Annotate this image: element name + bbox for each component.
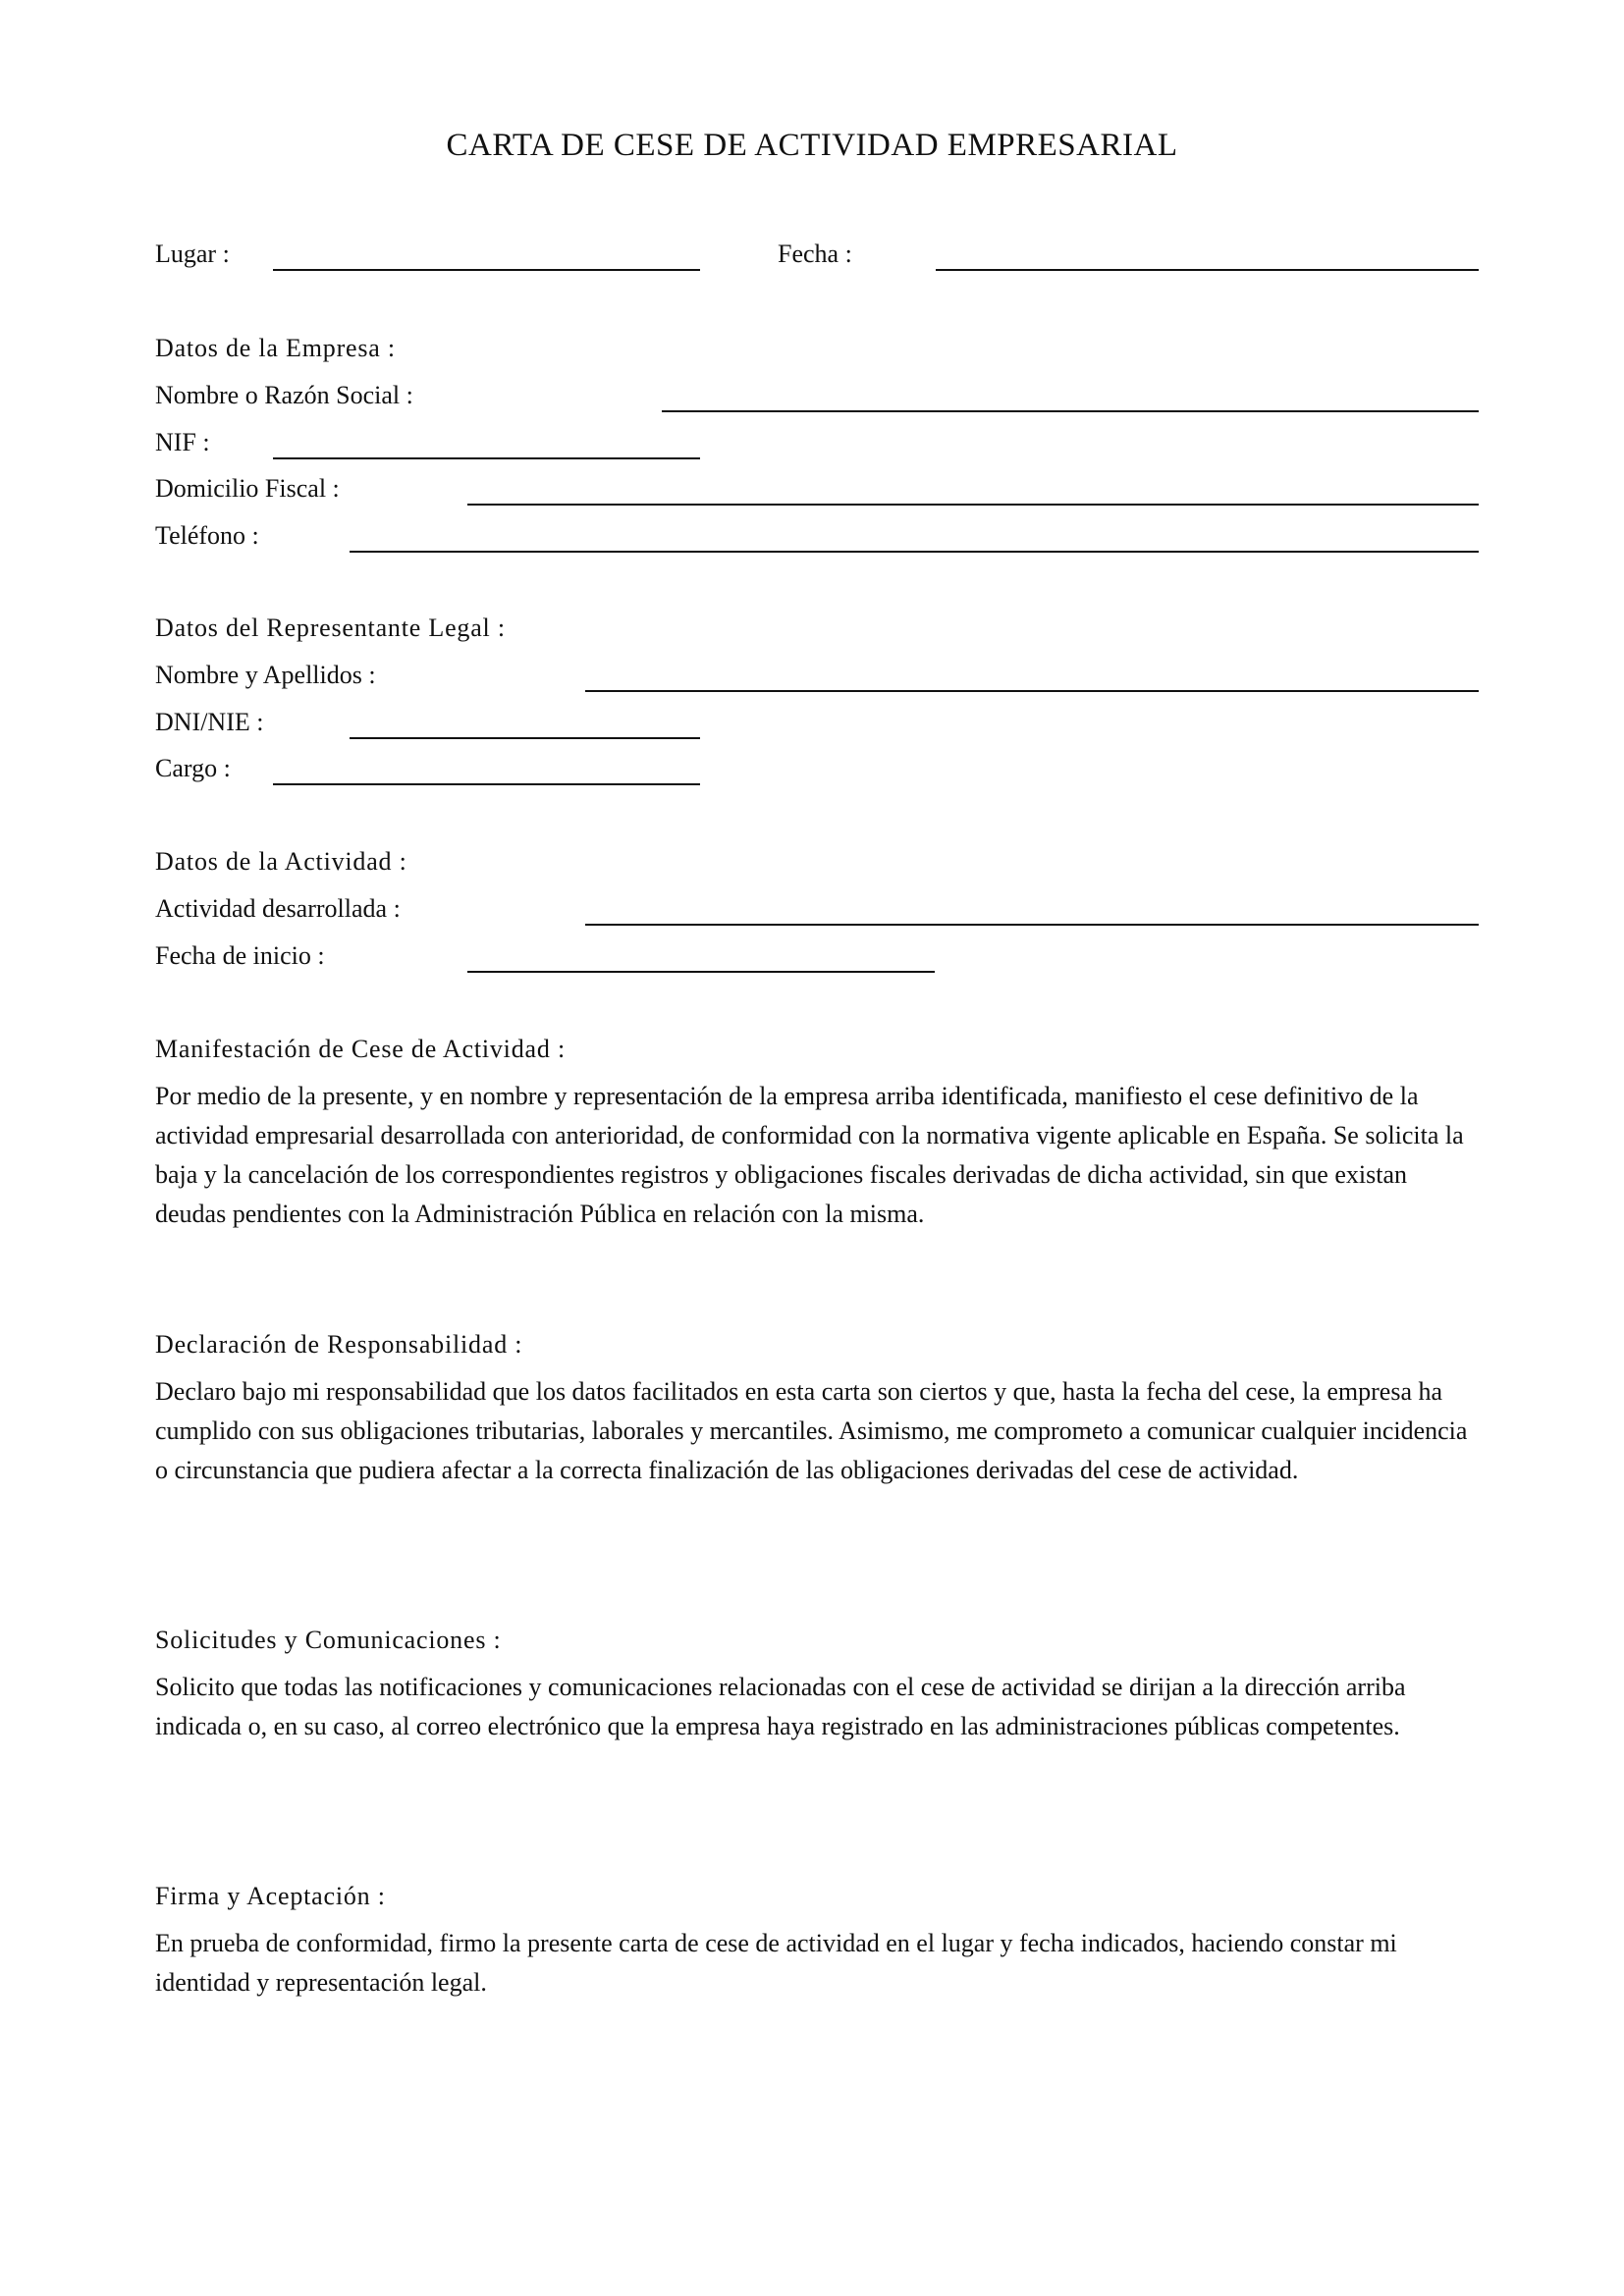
manifestacion-paragraph: Por medio de la presente, y en nombre y representación de la empresa arriba identificada, manifiesto el cese definitivo de la actividad empresarial desarrollada con anterioridad, de conformidad con la normativa vigente aplicable en España. Se solicita la baja y la cancelación de los correspondientes registros y obligaciones fiscales derivadas de dicha actividad, sin que existan deudas pendientes con la Administración Pública en relación con la misma. — [155, 1082, 1464, 1228]
nombre-apellidos-label: Nombre y Apellidos : — [155, 661, 376, 689]
fecha-inicio-label: Fecha de inicio : — [155, 941, 325, 970]
nombre-apellidos-field[interactable] — [585, 690, 1479, 692]
manifestacion-heading: Manifestación de Cese de Actividad : — [155, 1035, 566, 1063]
razon-social-label: Nombre o Razón Social : — [155, 381, 413, 409]
lugar-field[interactable] — [273, 269, 700, 271]
domicilio-fiscal-label: Domicilio Fiscal : — [155, 474, 340, 503]
actividad-desarrollada-field[interactable] — [585, 924, 1479, 926]
fecha-field[interactable] — [936, 269, 1479, 271]
solicitudes-heading: Solicitudes y Comunicaciones : — [155, 1626, 502, 1654]
firma-paragraph: En prueba de conformidad, firmo la presente carta de cese de actividad en el lugar y fecha indicados, haciendo constar mi identidad y representación legal. — [155, 1929, 1397, 1997]
fecha-inicio-field[interactable] — [467, 971, 935, 973]
lugar-label: Lugar : — [155, 240, 230, 268]
declaracion-paragraph: Declaro bajo mi responsabilidad que los datos facilitados en esta carta son ciertos y que, hasta la fecha del cese, la empresa ha cumplido con sus obligaciones tributarias, laborales y mercantiles. Asimismo, me comprometo a comunicar cualquier incidencia o circunstancia que pudiera afectar a la correcta finalización de las obligaciones derivadas del cese de actividad. — [155, 1377, 1468, 1484]
telefono-label: Teléfono : — [155, 521, 259, 550]
solicitudes-paragraph: Solicito que todas las notificaciones y comunicaciones relacionadas con el cese de actividad se dirijan a la dirección arriba indicada o, en su caso, al correo electrónico que la empresa haya registrado en las administraciones públicas competentes. — [155, 1673, 1406, 1740]
firma-heading: Firma y Aceptación : — [155, 1882, 386, 1910]
representante-heading: Datos del Representante Legal : — [155, 614, 506, 642]
dni-nie-field[interactable] — [350, 737, 700, 739]
actividad-desarrollada-label: Actividad desarrollada : — [155, 894, 401, 923]
actividad-heading: Datos de la Actividad : — [155, 847, 407, 876]
cargo-field[interactable] — [273, 783, 700, 785]
dni-nie-label: DNI/NIE : — [155, 708, 264, 736]
declaracion-heading: Declaración de Responsabilidad : — [155, 1330, 523, 1359]
empresa-heading: Datos de la Empresa : — [155, 334, 396, 362]
nif-field[interactable] — [273, 457, 700, 459]
nif-label: NIF : — [155, 428, 210, 456]
cargo-label: Cargo : — [155, 754, 231, 782]
fecha-label: Fecha : — [778, 240, 852, 268]
document-title: CARTA DE CESE DE ACTIVIDAD EMPRESARIAL — [446, 128, 1178, 163]
domicilio-fiscal-field[interactable] — [467, 504, 1479, 506]
telefono-field[interactable] — [350, 551, 1479, 553]
razon-social-field[interactable] — [662, 410, 1479, 412]
